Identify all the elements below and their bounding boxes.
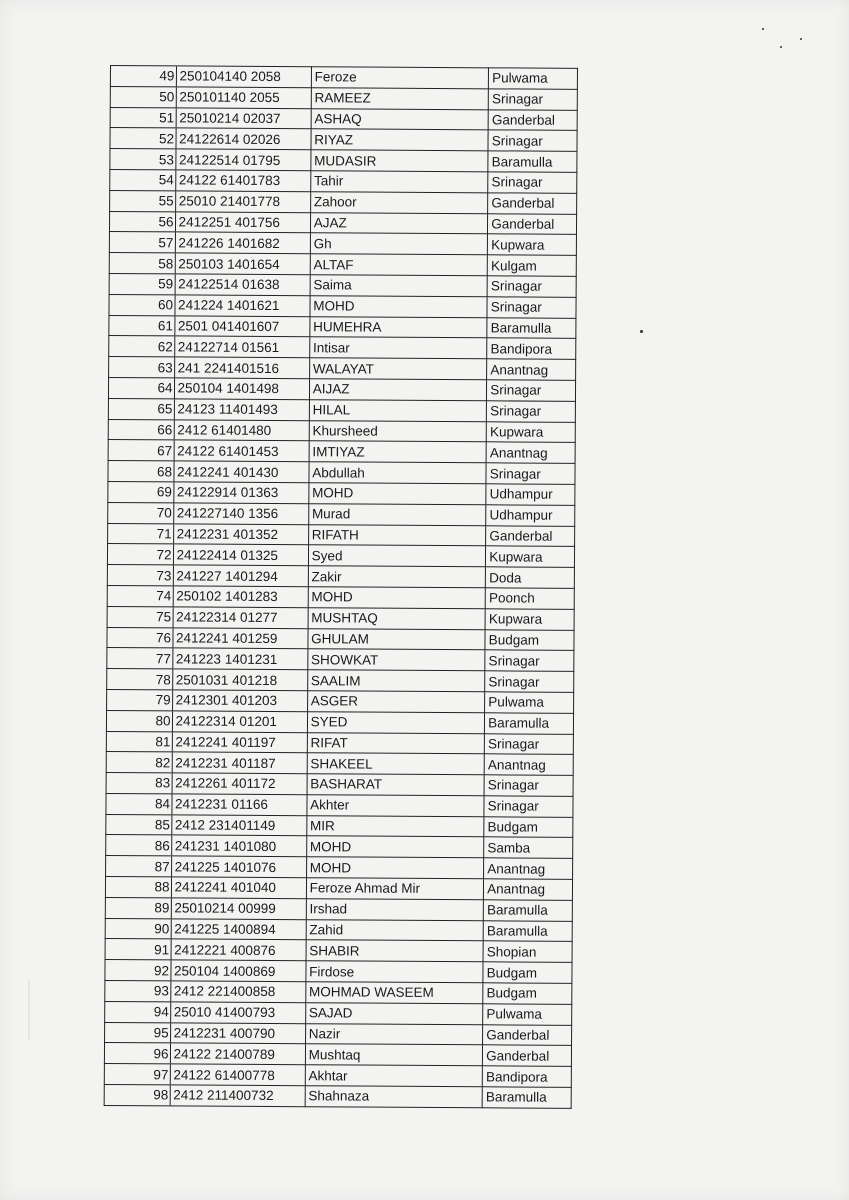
application-number-cell: 25010 41400793 bbox=[170, 1002, 305, 1024]
candidate-name-cell: Feroze Ahmad Mir bbox=[306, 878, 484, 900]
serial-number-cell: 91 bbox=[105, 939, 171, 960]
serial-number-cell: 58 bbox=[109, 253, 175, 274]
district-cell: Ganderbal bbox=[483, 1045, 572, 1066]
serial-number-cell: 49 bbox=[110, 66, 176, 87]
candidate-name-cell: MUSHTAQ bbox=[308, 607, 486, 629]
candidate-name-cell: Zahid bbox=[306, 919, 484, 941]
application-number-cell: 2412261 401172 bbox=[172, 773, 307, 795]
district-cell: Srinagar bbox=[487, 401, 576, 422]
application-number-cell: 2412231 01166 bbox=[171, 794, 306, 816]
application-number-cell: 2412231 401187 bbox=[172, 752, 307, 774]
table-row bbox=[109, 294, 576, 318]
application-number-cell: 2412 61401480 bbox=[174, 419, 309, 441]
table-row bbox=[108, 461, 575, 485]
serial-number-cell: 70 bbox=[108, 502, 174, 523]
serial-number-cell: 55 bbox=[110, 190, 176, 211]
table-row bbox=[106, 856, 573, 880]
candidate-name-cell: Akhter bbox=[307, 795, 485, 817]
candidate-name-cell: Firdose bbox=[306, 961, 484, 983]
application-number-cell: 24122714 01561 bbox=[174, 336, 309, 358]
district-cell: Srinagar bbox=[485, 671, 574, 692]
application-number-cell: 24122 61400778 bbox=[170, 1064, 305, 1086]
serial-number-cell: 88 bbox=[105, 877, 171, 898]
district-cell: Budgam bbox=[484, 816, 573, 837]
table-row bbox=[109, 357, 576, 381]
table-row bbox=[107, 606, 574, 630]
district-cell: Bandipora bbox=[482, 1066, 571, 1087]
candidate-name-cell: IMTIYAZ bbox=[309, 441, 487, 463]
serial-number-cell: 95 bbox=[105, 1022, 171, 1043]
table-row bbox=[105, 1022, 572, 1046]
candidate-name-cell: SAJAD bbox=[305, 1003, 483, 1025]
serial-number-cell: 59 bbox=[109, 273, 175, 294]
scan-speck bbox=[762, 28, 764, 30]
candidate-name-cell: Akhtar bbox=[305, 1065, 483, 1087]
serial-number-cell: 89 bbox=[105, 897, 171, 918]
application-number-cell: 24122414 01325 bbox=[173, 544, 308, 566]
district-cell: Srinagar bbox=[487, 297, 576, 318]
table-row bbox=[108, 440, 575, 464]
candidate-name-cell: MOHD bbox=[310, 295, 488, 317]
candidate-name-cell: MOHD bbox=[306, 836, 484, 858]
candidate-name-cell: SHAKEEL bbox=[307, 753, 485, 775]
table-row bbox=[105, 897, 572, 921]
serial-number-cell: 93 bbox=[105, 981, 171, 1002]
district-cell: Ganderbal bbox=[488, 213, 577, 234]
district-cell: Poonch bbox=[485, 588, 574, 609]
candidate-name-cell: GHULAM bbox=[308, 628, 486, 650]
scan-speck bbox=[800, 38, 802, 40]
table-row bbox=[110, 149, 577, 173]
district-cell: Anantnag bbox=[484, 879, 573, 900]
table-row bbox=[110, 190, 577, 214]
district-cell: Anantnag bbox=[484, 858, 573, 879]
serial-number-cell: 83 bbox=[106, 773, 172, 794]
table-row bbox=[107, 585, 574, 609]
district-cell: Kupwara bbox=[485, 609, 574, 630]
serial-number-cell: 63 bbox=[109, 357, 175, 378]
district-cell: Baramulla bbox=[485, 713, 574, 734]
table-row bbox=[106, 814, 573, 838]
application-number-cell: 2412231 400790 bbox=[170, 1023, 305, 1045]
application-number-cell: 24122 21400789 bbox=[170, 1043, 305, 1065]
serial-number-cell: 94 bbox=[105, 1001, 171, 1022]
serial-number-cell: 81 bbox=[106, 731, 172, 752]
table-row bbox=[104, 1085, 571, 1109]
application-number-cell: 2412251 401756 bbox=[175, 211, 310, 233]
serial-number-cell: 92 bbox=[105, 960, 171, 981]
candidate-list-table bbox=[104, 65, 578, 1109]
candidate-name-cell: ASGER bbox=[307, 691, 485, 713]
table-row bbox=[108, 419, 575, 443]
table-row bbox=[106, 731, 573, 755]
candidate-name-cell: SHABIR bbox=[306, 940, 484, 962]
serial-number-cell: 69 bbox=[108, 481, 174, 502]
serial-number-cell: 71 bbox=[108, 523, 174, 544]
serial-number-cell: 77 bbox=[107, 648, 173, 669]
district-cell: Ganderbal bbox=[486, 525, 575, 546]
candidate-name-cell: RIFATH bbox=[308, 524, 486, 546]
serial-number-cell: 82 bbox=[106, 752, 172, 773]
application-number-cell: 250104 1401498 bbox=[174, 378, 309, 400]
district-cell: Srinagar bbox=[485, 650, 574, 671]
candidate-name-cell: Khursheed bbox=[309, 420, 487, 442]
candidate-name-cell: Saima bbox=[310, 275, 488, 297]
application-number-cell: 241226 1401682 bbox=[175, 232, 310, 254]
district-cell: Anantnag bbox=[486, 442, 575, 463]
district-cell: Ganderbal bbox=[488, 193, 577, 214]
table-row bbox=[105, 918, 572, 942]
serial-number-cell: 98 bbox=[104, 1085, 170, 1106]
table-row bbox=[109, 253, 576, 277]
candidate-name-cell: Zakir bbox=[308, 566, 486, 588]
district-cell: Srinagar bbox=[484, 775, 573, 796]
candidate-name-cell: HILAL bbox=[309, 399, 487, 421]
table-row bbox=[106, 710, 573, 734]
candidate-name-cell: RIYAZ bbox=[311, 129, 489, 151]
candidate-name-cell: AJAZ bbox=[310, 212, 488, 234]
candidate-name-cell: WALAYAT bbox=[309, 358, 487, 380]
scan-speck bbox=[640, 330, 643, 333]
serial-number-cell: 61 bbox=[109, 315, 175, 336]
serial-number-cell: 53 bbox=[110, 149, 176, 170]
scan-speck bbox=[780, 46, 782, 48]
table-row bbox=[107, 627, 574, 651]
application-number-cell: 24122514 01638 bbox=[175, 274, 310, 296]
district-cell: Budgam bbox=[485, 629, 574, 650]
application-number-cell: 2412241 401040 bbox=[171, 877, 306, 899]
serial-number-cell: 73 bbox=[107, 565, 173, 586]
table-row bbox=[107, 565, 574, 589]
application-number-cell: 241225 1400894 bbox=[171, 919, 306, 941]
serial-number-cell: 51 bbox=[110, 107, 176, 128]
table-row bbox=[105, 981, 572, 1005]
table-row bbox=[110, 66, 577, 90]
candidate-name-cell: Feroze bbox=[311, 67, 489, 89]
table-row bbox=[109, 336, 576, 360]
serial-number-cell: 62 bbox=[109, 336, 175, 357]
candidate-name-cell: Abdullah bbox=[309, 462, 487, 484]
application-number-cell: 250102 1401283 bbox=[173, 586, 308, 608]
table-row bbox=[104, 1043, 571, 1067]
candidate-name-cell: ASHAQ bbox=[311, 108, 489, 130]
application-number-cell: 250101140 2055 bbox=[176, 87, 311, 109]
district-cell: Srinagar bbox=[487, 380, 576, 401]
table-row bbox=[108, 481, 575, 505]
candidate-name-cell: MUDASIR bbox=[311, 150, 489, 172]
application-number-cell: 241 2241401516 bbox=[174, 357, 309, 379]
candidate-name-cell: MOHD bbox=[306, 857, 484, 879]
district-cell: Udhampur bbox=[486, 505, 575, 526]
candidate-name-cell: MOHD bbox=[308, 587, 486, 609]
application-number-cell: 24122 61401453 bbox=[174, 440, 309, 462]
serial-number-cell: 85 bbox=[106, 814, 172, 835]
serial-number-cell: 78 bbox=[107, 669, 173, 690]
district-cell: Pulwama bbox=[485, 692, 574, 713]
candidate-name-cell: Intisar bbox=[309, 337, 487, 359]
district-cell: Ganderbal bbox=[483, 1024, 572, 1045]
table-row bbox=[107, 669, 574, 693]
application-number-cell: 24122514 01795 bbox=[175, 149, 310, 171]
candidate-name-cell: Tahir bbox=[310, 171, 488, 193]
serial-number-cell: 79 bbox=[107, 689, 173, 710]
district-cell: Ganderbal bbox=[488, 109, 577, 130]
serial-number-cell: 80 bbox=[106, 710, 172, 731]
table-row bbox=[107, 689, 574, 713]
table-row bbox=[106, 752, 573, 776]
district-cell: Srinagar bbox=[485, 733, 574, 754]
serial-number-cell: 52 bbox=[110, 128, 176, 149]
table-row bbox=[110, 107, 577, 131]
application-number-cell: 2412241 401197 bbox=[172, 731, 307, 753]
application-number-cell: 24123 11401493 bbox=[174, 399, 309, 421]
district-cell: Kupwara bbox=[486, 546, 575, 567]
table-row bbox=[105, 939, 572, 963]
serial-number-cell: 96 bbox=[104, 1043, 170, 1064]
table-row bbox=[110, 128, 577, 152]
table-row bbox=[109, 273, 576, 297]
application-number-cell: 250104140 2058 bbox=[176, 66, 311, 88]
candidate-name-cell: MIR bbox=[306, 815, 484, 837]
application-number-cell: 24122314 01277 bbox=[173, 607, 308, 629]
serial-number-cell: 67 bbox=[108, 440, 174, 461]
district-cell: Baramulla bbox=[483, 920, 572, 941]
district-cell: Baramulla bbox=[488, 151, 577, 172]
serial-number-cell: 57 bbox=[109, 232, 175, 253]
table-row bbox=[108, 502, 575, 526]
candidate-name-cell: Zahoor bbox=[310, 192, 488, 214]
candidate-name-cell: Shahnaza bbox=[305, 1086, 483, 1108]
table-row bbox=[108, 377, 575, 401]
district-cell: Doda bbox=[486, 567, 575, 588]
district-cell: Kupwara bbox=[486, 421, 575, 442]
table-row bbox=[105, 960, 572, 984]
table-row bbox=[107, 648, 574, 672]
application-number-cell: 241227140 1356 bbox=[173, 503, 308, 525]
candidate-name-cell: SAALIM bbox=[307, 670, 485, 692]
district-cell: Udhampur bbox=[486, 484, 575, 505]
application-number-cell: 250103 1401654 bbox=[175, 253, 310, 275]
table-row bbox=[109, 315, 576, 339]
table-row bbox=[110, 86, 577, 110]
district-cell: Kulgam bbox=[487, 255, 576, 276]
table-row bbox=[109, 232, 576, 256]
table-row bbox=[108, 398, 575, 422]
serial-number-cell: 66 bbox=[108, 419, 174, 440]
district-cell: Baramulla bbox=[487, 317, 576, 338]
table-body bbox=[104, 66, 577, 1109]
district-cell: Baramulla bbox=[482, 1087, 571, 1108]
district-cell: Srinagar bbox=[488, 130, 577, 151]
candidate-name-cell: Nazir bbox=[305, 1023, 483, 1045]
district-cell: Samba bbox=[484, 837, 573, 858]
district-cell: Srinagar bbox=[488, 89, 577, 110]
application-number-cell: 2412 211400732 bbox=[170, 1085, 305, 1107]
table-row bbox=[107, 544, 574, 568]
application-number-cell: 2412301 401203 bbox=[172, 690, 307, 712]
serial-number-cell: 60 bbox=[109, 294, 175, 315]
table-row bbox=[105, 877, 572, 901]
serial-number-cell: 68 bbox=[108, 461, 174, 482]
table-row bbox=[106, 773, 573, 797]
serial-number-cell: 86 bbox=[106, 835, 172, 856]
application-number-cell: 241225 1401076 bbox=[171, 856, 306, 878]
district-cell: Shopian bbox=[483, 941, 572, 962]
serial-number-cell: 75 bbox=[107, 606, 173, 627]
district-cell: Srinagar bbox=[488, 172, 577, 193]
candidate-name-cell: ALTAF bbox=[310, 254, 488, 276]
application-number-cell: 250104 1400869 bbox=[170, 960, 305, 982]
candidate-name-cell: RAMEEZ bbox=[311, 88, 489, 110]
application-number-cell: 25010 21401778 bbox=[175, 191, 310, 213]
application-number-cell: 25010214 00999 bbox=[171, 898, 306, 920]
candidate-name-cell: MOHD bbox=[309, 483, 487, 505]
candidate-name-cell: SHOWKAT bbox=[308, 649, 486, 671]
candidate-name-cell: MOHMAD WASEEM bbox=[305, 982, 483, 1004]
serial-number-cell: 76 bbox=[107, 627, 173, 648]
application-number-cell: 241227 1401294 bbox=[173, 565, 308, 587]
district-cell: Srinagar bbox=[484, 796, 573, 817]
serial-number-cell: 54 bbox=[110, 169, 176, 190]
application-number-cell: 2412221 400876 bbox=[171, 939, 306, 961]
district-cell: Pulwama bbox=[489, 68, 578, 89]
serial-number-cell: 56 bbox=[109, 211, 175, 232]
district-cell: Anantnag bbox=[487, 359, 576, 380]
district-cell: Srinagar bbox=[487, 276, 576, 297]
candidate-name-cell: Irshad bbox=[306, 899, 484, 921]
serial-number-cell: 50 bbox=[110, 86, 176, 107]
district-cell: Budgam bbox=[483, 962, 572, 983]
application-number-cell: 2412 231401149 bbox=[171, 815, 306, 837]
district-cell: Pulwama bbox=[483, 1004, 572, 1025]
application-number-cell: 24122914 01363 bbox=[173, 482, 308, 504]
district-cell: Baramulla bbox=[484, 900, 573, 921]
table-row bbox=[109, 211, 576, 235]
application-number-cell: 2412241 401430 bbox=[174, 461, 309, 483]
application-number-cell: 2501031 401218 bbox=[172, 669, 307, 691]
serial-number-cell: 72 bbox=[107, 544, 173, 565]
table-row bbox=[105, 1001, 572, 1025]
district-cell: Bandipora bbox=[487, 338, 576, 359]
application-number-cell: 2412241 401259 bbox=[172, 627, 307, 649]
application-number-cell: 2412 221400858 bbox=[170, 981, 305, 1003]
serial-number-cell: 97 bbox=[104, 1064, 170, 1085]
candidate-name-cell: Mushtaq bbox=[305, 1044, 483, 1066]
application-number-cell: 25010214 02037 bbox=[176, 107, 311, 129]
table-row bbox=[104, 1064, 571, 1088]
table-row bbox=[108, 523, 575, 547]
serial-number-cell: 87 bbox=[106, 856, 172, 877]
application-number-cell: 241223 1401231 bbox=[172, 648, 307, 670]
candidate-name-cell: RIFAT bbox=[307, 732, 485, 754]
serial-number-cell: 90 bbox=[105, 918, 171, 939]
candidate-name-cell: Syed bbox=[308, 545, 486, 567]
candidate-name-cell: Murad bbox=[308, 503, 486, 525]
table-row bbox=[110, 169, 577, 193]
table-row bbox=[106, 793, 573, 817]
candidate-name-cell: SYED bbox=[307, 711, 485, 733]
serial-number-cell: 84 bbox=[106, 793, 172, 814]
application-number-cell: 24122314 01201 bbox=[172, 711, 307, 733]
serial-number-cell: 64 bbox=[108, 377, 174, 398]
serial-number-cell: 65 bbox=[108, 398, 174, 419]
serial-number-cell: 74 bbox=[107, 585, 173, 606]
application-number-cell: 24122614 02026 bbox=[176, 128, 311, 150]
table-row bbox=[106, 835, 573, 859]
application-number-cell: 2501 041401607 bbox=[174, 315, 309, 337]
district-cell: Budgam bbox=[483, 983, 572, 1004]
application-number-cell: 2412231 401352 bbox=[173, 523, 308, 545]
district-cell: Kupwara bbox=[488, 234, 577, 255]
district-cell: Anantnag bbox=[484, 754, 573, 775]
application-number-cell: 241224 1401621 bbox=[175, 295, 310, 317]
candidate-name-cell: AIJAZ bbox=[309, 379, 487, 401]
district-cell: Srinagar bbox=[486, 463, 575, 484]
candidate-name-cell: BASHARAT bbox=[307, 774, 485, 796]
candidate-name-cell: Gh bbox=[310, 233, 488, 255]
application-number-cell: 24122 61401783 bbox=[175, 170, 310, 192]
application-number-cell: 241231 1401080 bbox=[171, 835, 306, 857]
candidate-name-cell: HUMEHRA bbox=[310, 316, 488, 338]
scan-mark bbox=[28, 980, 30, 1040]
